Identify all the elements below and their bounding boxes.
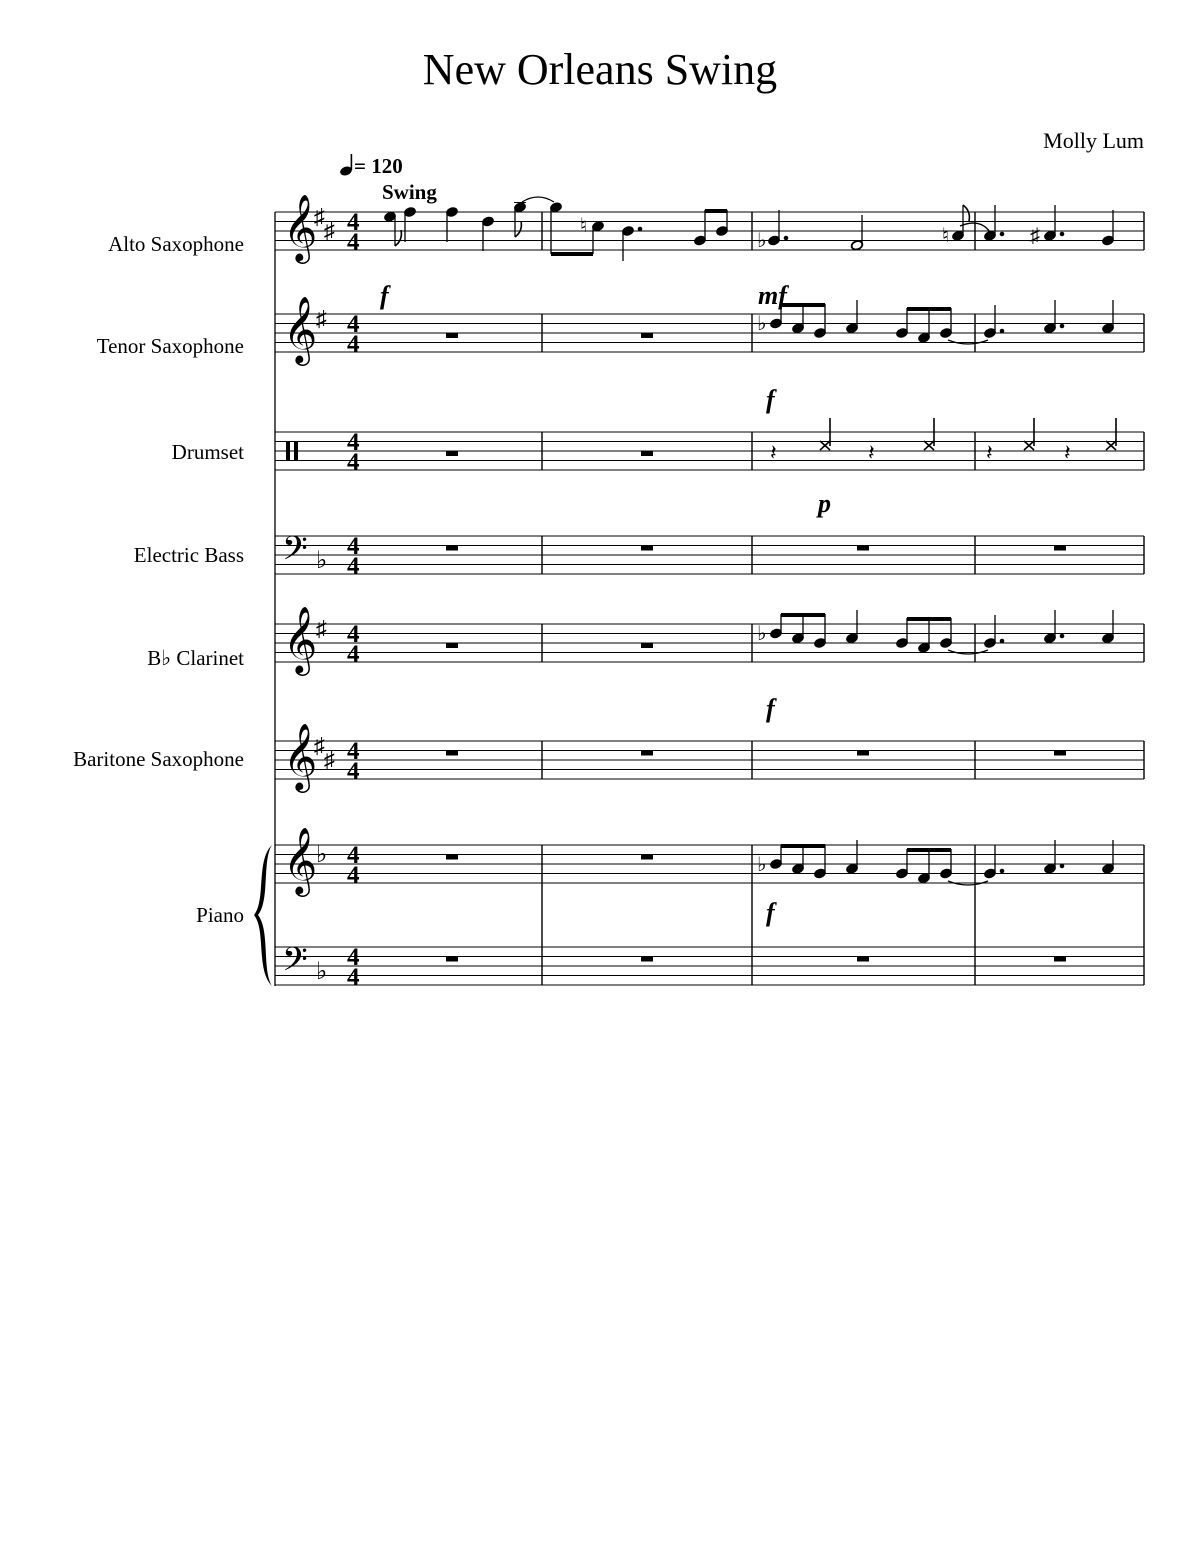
svg-text:4: 4 [347,449,360,476]
clarinet-notes [769,610,1114,654]
svg-text:𝄞: 𝄞 [283,828,318,893]
instrument-label-drumset: Drumset [171,440,244,464]
svg-text:♭: ♭ [316,959,328,985]
instrument-label-baritone-sax: Baritone Saxophone [73,747,244,771]
svg-text:4: 4 [347,331,360,358]
svg-text:4: 4 [347,842,360,869]
svg-text:𝄽: 𝄽 [986,440,993,465]
dynamic-drums-m3: p [818,489,831,518]
svg-text:4: 4 [347,533,360,560]
svg-text:4: 4 [347,621,360,648]
svg-text:4: 4 [347,209,360,236]
staff-piano-bass [275,947,1144,985]
svg-text:𝄽: 𝄽 [868,440,875,465]
svg-text:♯: ♯ [314,204,325,229]
svg-text:♯: ♯ [324,747,335,772]
svg-text:♮: ♮ [942,225,950,247]
piano-treble-notes [769,840,1114,885]
svg-text:♯: ♯ [324,218,335,243]
clarinet-flat-accidental: ♭ [757,623,767,645]
staff-baritone-sax [275,741,1144,779]
staff-electric-bass [275,536,1144,574]
instrument-label-tenor-sax: Tenor Saxophone [96,334,244,358]
dynamic-piano-m3: f [766,898,775,927]
svg-text:4: 4 [347,553,360,580]
composer-name: Molly Lum [1043,128,1144,153]
svg-text:♯: ♯ [316,616,327,641]
piano-brace-icon [254,845,272,986]
svg-text:4: 4 [347,229,360,256]
staff-tenor-sax [275,314,1144,352]
dynamic-tenor-m3: f [766,385,775,414]
piano-flat-accidental: ♭ [757,854,767,876]
instrument-label-alto-sax: Alto Saxophone [108,232,244,256]
svg-text:♭: ♭ [757,230,767,252]
svg-text:4: 4 [347,964,360,991]
dynamic-alto-m3: mf [758,281,787,310]
svg-text:♭: ♭ [316,842,328,868]
tenor-sax-notes [769,300,1114,344]
svg-text:4: 4 [347,758,360,785]
alto-accidentals [580,215,1040,252]
svg-text:♯: ♯ [314,733,325,758]
tempo-text: Swing [382,180,437,204]
svg-text:4: 4 [347,862,360,889]
svg-text:4: 4 [347,429,360,456]
score-title: New Orleans Swing [422,45,778,94]
svg-text:𝄞: 𝄞 [283,195,318,260]
dynamic-alto-m1: f [380,281,389,310]
svg-text:♮: ♮ [580,215,588,237]
whole-rest-icon [446,333,1066,962]
svg-text:4: 4 [347,944,360,971]
tempo-value: = 120 [354,154,403,178]
staff-clarinet [275,624,1144,662]
svg-text:♯: ♯ [316,306,327,331]
staff-piano-treble [275,845,1144,883]
svg-text:𝄽: 𝄽 [1064,440,1071,465]
svg-text:𝄽: 𝄽 [770,440,777,465]
svg-text:𝄢: 𝄢 [282,530,308,575]
alto-sax-notes [383,197,1114,261]
svg-text:4: 4 [347,311,360,338]
instrument-label-piano: Piano [196,903,244,927]
svg-text:𝄞: 𝄞 [283,607,318,672]
svg-text:♯: ♯ [1030,225,1040,247]
svg-text:4: 4 [347,641,360,668]
instrument-label-clarinet: B♭ Clarinet [147,646,244,670]
sharp-key-signature-icon [314,204,335,772]
staff-drumset [275,432,1144,470]
svg-text:𝄢: 𝄢 [282,941,308,986]
dynamic-clarinet-m3: f [766,694,775,723]
svg-text:𝄞: 𝄞 [283,297,318,362]
instrument-label-electric-bass: Electric Bass [133,543,244,567]
svg-text:𝄞: 𝄞 [283,724,318,789]
tenor-flat-accidental: ♭ [757,313,767,335]
svg-text:♭: ♭ [316,548,328,574]
time-signature [347,209,360,991]
svg-text:4: 4 [347,738,360,765]
